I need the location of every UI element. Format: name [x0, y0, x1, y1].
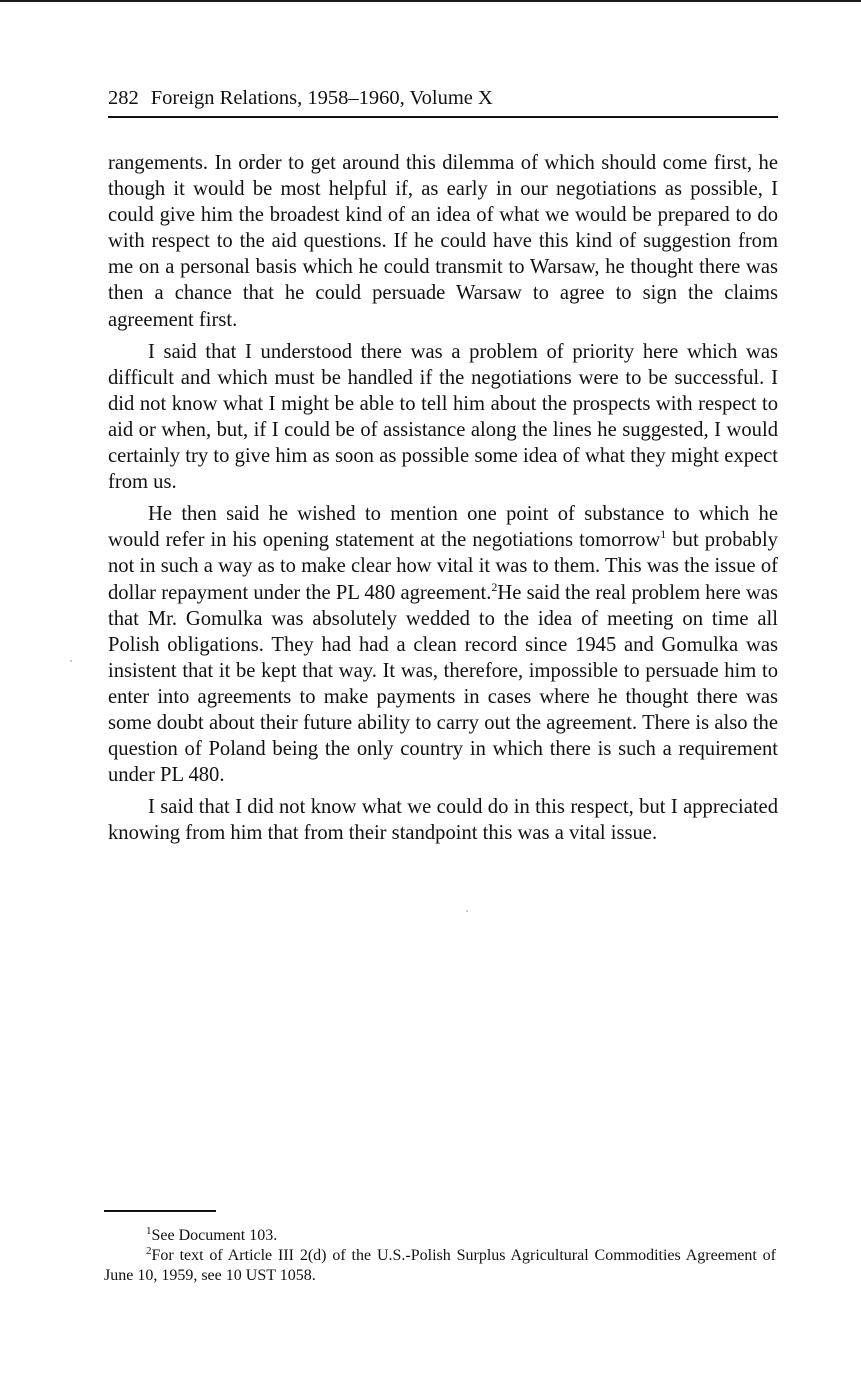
footnote-rule: [104, 1210, 216, 1212]
paragraph-4: I said that I did not know what we could do in this respect, but I appreciated knowing from him that from their standpoint this was a vital issue.: [108, 796, 778, 845]
scan-speck: [70, 660, 72, 662]
page-top-border: [0, 0, 861, 2]
page-number: 282: [108, 87, 139, 109]
footnote-1-mark: 1: [146, 1225, 152, 1237]
footnote-reference-1[interactable]: 1: [660, 527, 667, 542]
paragraph-3-part-b: but probably not in such a way as to make clear how vital it was to them. This was the issue of dollar repayment under the PL 480 agreement.: [108, 529, 778, 604]
footnote-2: [104, 1246, 776, 1286]
paragraph-2: I said that I understood there was a problem of priority here which was difficult and which must be handled if the negotiations were to be successful. I did not know what I might be able to tell him about the prospects with respect to aid or when, but, if I could be of assistance along the lines he suggested, I would certainly try to give him as soon as possible some idea of what they might expect from us.: [108, 340, 778, 494]
book-title: Foreign Relations, 1958–1960, Volume X: [150, 87, 493, 109]
footnote-reference-2[interactable]: 2: [491, 579, 498, 594]
footnote-2-text: For text of Article III 2(d) of the U.S.-Polish Surplus Agricultural Commodities Agreement of June 10, 1959, see 10 UST 1058.: [104, 1247, 776, 1284]
paragraph-3-part-c: He said the real problem here was that Mr. Gomulka was absolutely wedded to the idea of meeting on time all Polish obligations. They had had a clean record since 1945 and Gomulka was insistent that it be kept that way. It was, therefore, impossible to persuade him to enter into agreements to make payments in cases where he thought there was some doubt about their future ability to carry out the agreement. There is also the question of Poland being the only country in which there is such a requirement under PL 480.: [108, 581, 778, 787]
body-text: [108, 150, 778, 852]
paragraph-3: [108, 501, 778, 788]
paragraph-1: rangements. In order to get around this dilemma of which should come first, he though it would be most helpful if, as early in our negotiations as possible, I could give him the broadest kind of an idea of what we would be prepared to do with respect to the aid questions. If he could have this kind of suggestion from me on a personal basis which he could transmit to Warsaw, he thought there was then a chance that he could persuade Warsaw to agree to sign the claims agreement first.: [108, 152, 778, 331]
footnote-2-mark: 2: [146, 1245, 152, 1257]
footnote-1: [104, 1226, 776, 1246]
paragraph-3-part-a: He then said he wished to mention one point of substance to which he would refer in his opening statement at the negotiations tomorrow: [108, 503, 778, 552]
header-rule: [108, 116, 778, 118]
footnotes: [104, 1226, 776, 1286]
scan-speck: [466, 910, 468, 912]
running-header: [108, 84, 778, 112]
footnote-1-text: See Document 103.: [151, 1227, 278, 1244]
